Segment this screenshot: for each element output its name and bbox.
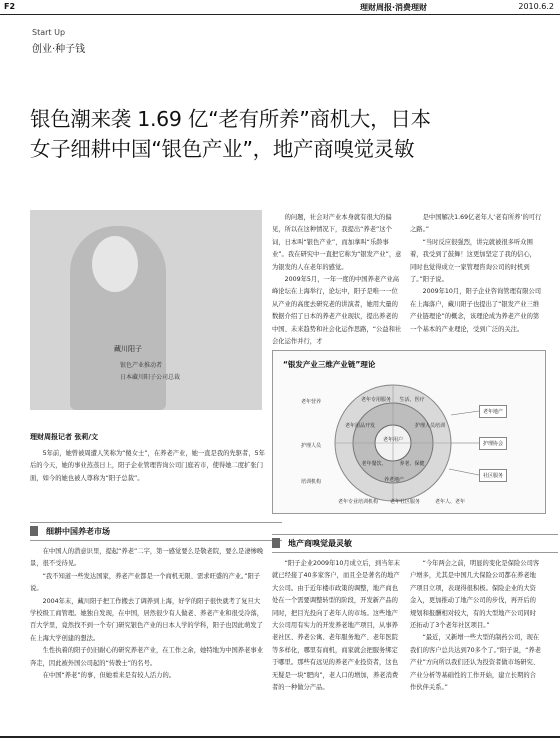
ring-label: 老年用品开发 [344,423,375,429]
ring-label: 护理人员培训 [414,423,445,429]
ring-label: 养老、保健 [399,461,425,467]
subhead-text: 细耕中国养老市场 [46,527,110,536]
right-column-top [410,212,542,336]
paragraph: “我不知道一些发达国家，养老产业都是一个商机无限、需求旺盛的产业。”阳子说。 [30,572,261,593]
paragraph: “当时反应很强烈，讲完就被很多听众围着，我受到了鼓舞！这更加坚定了我的信心，同时也觉得成立一家管理咨询公司的时机到了。”阳子说。 [410,238,536,284]
bottom-label: 老年社区服务 [389,499,420,505]
photo-name: 藏川阳子 [114,345,142,353]
right-column-bottom [410,558,542,694]
page-header [0,0,560,15]
section-label-en: Start Up [32,28,66,37]
photo-caption-1: 银色产业推动者 [120,362,163,369]
intro-column [30,448,266,485]
bottom-label: 老年人、老年 [434,499,465,505]
paragraph: 2009年10月，阳子企业咨询管理有限公司在上海落户，藏川阳子也提出了“银发产业三维产业链理论”的概念，该理论成为养老产业的第一个基本的产业理论，受到广泛的关注。 [410,288,542,333]
portrait-photo [30,210,262,410]
paragraph: 在中国人的潜意识里，提起“养老”二字，第一感觉要么是敬老院，要么是凄惨晚景，很不受待见。 [30,548,264,568]
diagram-title: “银发产业三维产业链”理论 [283,360,376,369]
middle-column-top [272,212,404,348]
middle-column-bottom [272,558,404,694]
subhead-text: 地产商嗅觉最灵敏 [288,539,352,548]
left-label: 护理人员 [300,443,321,449]
issue-date: 2010.6.2 [518,2,554,11]
page-footer-rule [0,736,560,738]
paragraph: “今年两会之前，明显的变化是保险公司客户增多，尤其是中国几大保险公司都在养老地产项目立项，表现得很积极。保险企业的大资金入，更加推动了地产公司的步伐，再开后的规划和报酬相对较大，有的大型地产公司同时还拓动了3个老年社区项目。” [410,560,540,630]
person-face [92,236,138,292]
headline-line-1: 银色潮来袭 1.69 亿“老有所养”商机大，日本 [30,107,431,131]
subhead-realestate [272,534,558,553]
page-number: F2 [4,2,16,11]
subhead-market [30,522,282,541]
ring-label: 老年专用服务 [360,397,391,403]
connector-line [449,469,479,475]
subhead-marker [272,538,280,548]
headline [30,104,540,164]
industry-chain-diagram [272,350,546,514]
diagram-graphic [273,351,545,513]
left-label: 培训机构 [300,479,321,485]
ring-label: 老年餐饮、 [361,461,387,467]
paragraph: 2009年5月，一年一度的中国养老产业高峰论坛在上海举行，论坛中，阳子是唯一一位从产业的高度去研究老的讲演者，她用大量的数据介绍了日本的养老产业现状，提出养老的中国、未来趋势和社会化运作思路，“公益和社会化运作并行，才 [272,276,402,346]
paragraph: 是中国解决1.69亿老年人‘老有所养’的可行之路。” [410,214,542,234]
paragraph: “阳子企业2009年10月成立后，到当年末就已经接了40多家客户，而且全是著名的地产大公司。由于近年楼市政策的调整，地产商也处在一个需要调整转型的阶段，开发新产品的同时，把目光投向了老年人的市场。这些地产大公司用有实力的开发养老地产项目，从事养老社区、养老公寓、老年服务地产、老年医院等多样化，哪里有商机，商家就会把服务绑定于哪里。那些有远见的养老产业投资者，这也无疑是一块“肥肉”，老人口的增加，养老消费者的一种做分产品。 [272,560,401,692]
paragraph: 的问题，社会对产业本身就有很大的偏见，所以在这种情况下，我提出“养老”这个词，日本叫“银色产业”，而加拿叫“乐龄事业”。我在研究中一直把它称为“银发产业”，意为银发的人在老年的感觉。 [272,214,402,271]
headline-line-2: 女子细耕中国“银色产业”，地产商嗅觉灵敏 [30,137,415,161]
paragraph: 2004年末，藏川阳子把工作搬去了调养到上海，好学的阳子很快就考了复旦大学校级工商管理。她独自发现，在中国，居然很少有人做老、养老产业和很受冷落，百大学里，竟然找不到一个专门研究银色产业的日本人学的学科，阳子也因此萌发了在上海大学创建的想法。 [30,597,263,642]
masthead: 理财周报·消费理财 [360,3,428,12]
bottom-label: 老年专业培训机构 [337,499,378,505]
right-box: 护理协会 [479,437,507,450]
right-box: 老年地产 [479,405,507,418]
paragraph: 5年前，她曾被周遭人笑称为“傻女士”，在养老产业，她一直是我的先驱者，5年后的今天，她的事业蒸蒸日上，阳子企业管理咨询公司门庭若市，使得她二度扩张门面，如今的她也被人尊称为“阳子总裁”。 [30,450,265,482]
byline: 理财周报记者 张莉/文 [30,433,98,441]
section-label-cn: 创业·种子钱 [32,44,86,55]
left-label: 老年营养 [300,399,321,405]
connector-line [451,411,479,415]
left-column [30,546,266,682]
subhead-marker [30,526,38,536]
paragraph: “最近，又新增一些大型的制药公司，现在我们的客户总共达到70多个了。”阳子说，“养老产业”方向所以我们还认为投资者做市场研究、产业分析等基础性的工作开始，建立长期的合作伙伴关系。” [410,634,542,692]
ring-label: 生活、医疗 [399,397,425,403]
paragraph: 生性执着的阳子仍旧耐心的研究养老产业，在工作之余，她特地为中国养老事业奔走，因此被外国公司起的“传教士”的名号。 [30,647,263,667]
paragraph: 在中国“养老”的事，但她看来是有较人活力的。 [42,672,176,680]
center-label: 老年用户 [382,437,403,443]
photo-caption-2: 日本藏川阳子公司总裁 [120,374,181,381]
right-box: 社区服务 [479,469,507,482]
ring-label: 养老地产 [383,477,404,483]
